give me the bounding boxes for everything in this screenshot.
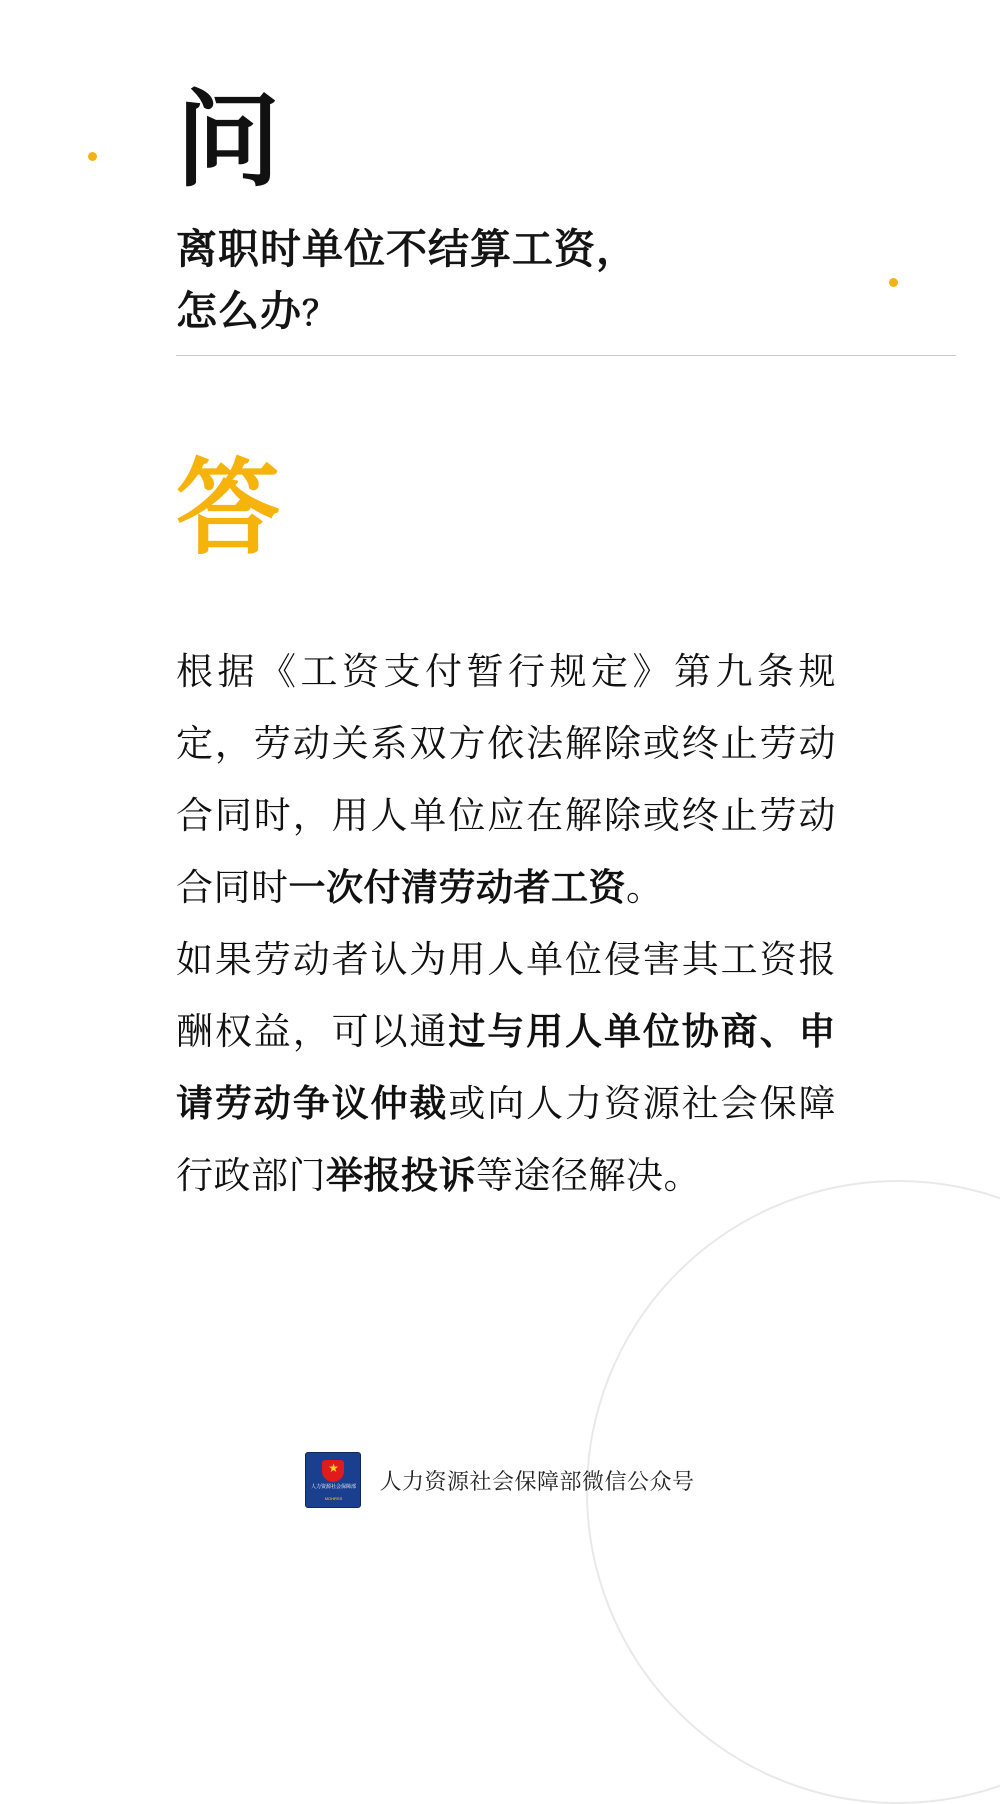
- question-line-1: 离职时单位不结算工资，: [176, 226, 638, 272]
- question-line-2-wrap: [176, 280, 916, 345]
- section-divider: [176, 355, 956, 356]
- emblem-line-2: MOHRSS: [324, 1496, 343, 1501]
- answer-p1-part-c: 。: [626, 867, 664, 908]
- answer-p1-part-a: 根据《工资支付暂行规定》第九条规定，劳动关系双方依法解除或终止劳动合同时，用人单位应在解除或终止劳动合同时: [176, 651, 836, 908]
- answer-body: [176, 636, 836, 1212]
- question-title: [176, 218, 916, 345]
- emblem-line-1: 人力资源社会保障部: [310, 1484, 356, 1490]
- poster-content: [176, 0, 956, 1614]
- answer-p2-part-c: 或向人力资源社会保障行政部门: [176, 1083, 836, 1196]
- answer-paragraph-2: [176, 924, 836, 1212]
- footer: [0, 1452, 1000, 1508]
- answer-p2-part-e: 等途径解决。: [476, 1155, 701, 1196]
- question-line-2: 怎么办: [176, 288, 302, 334]
- question-glyph: 问: [176, 78, 281, 201]
- answer-p2-emphasis-1: 过与用人单位协商、申请劳动争议仲裁: [176, 1011, 836, 1124]
- question-punctuation: ？: [302, 295, 337, 333]
- mohrss-emblem-icon: [305, 1452, 361, 1508]
- emblem-shield-shape: [322, 1460, 344, 1482]
- answer-glyph: 答: [176, 446, 281, 569]
- footer-label: 人力资源社会保障部微信公众号: [379, 1468, 695, 1494]
- decorative-dot-left: [88, 152, 97, 161]
- answer-p2-part-a: 如果劳动者认为用人单位侵害其工资报酬权益，可以通: [176, 939, 836, 1052]
- answer-paragraph-1: [176, 636, 836, 924]
- question-mark-badge: [176, 78, 281, 201]
- answer-mark-badge: [176, 446, 286, 569]
- answer-p2-emphasis-2: 举报投诉: [326, 1155, 476, 1196]
- answer-p1-emphasis: 一次付清劳动者工资: [288, 867, 626, 908]
